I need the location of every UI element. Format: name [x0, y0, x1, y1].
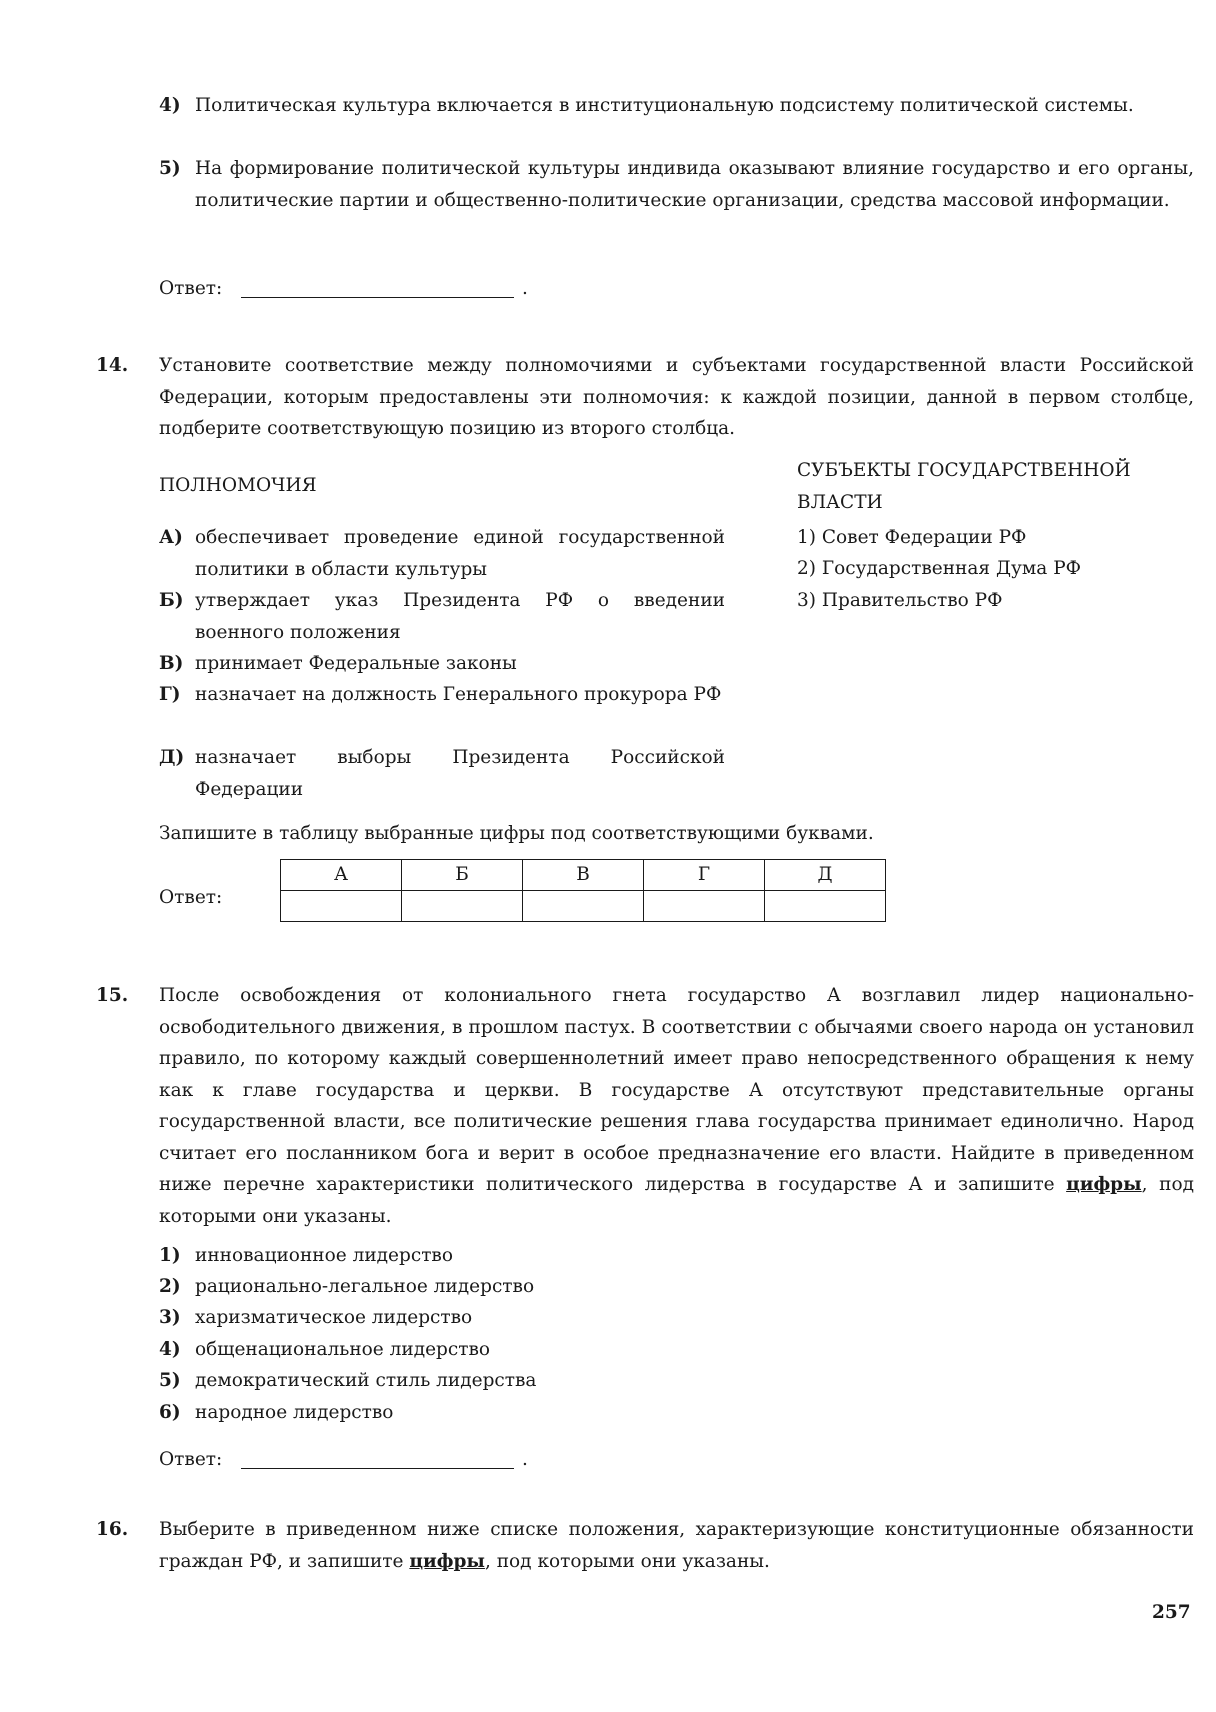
task14-right-header: СУБЪЕКТЫ ГОСУДАРСТВЕННОЙ ВЛАСТИ: [797, 460, 1131, 513]
item-text: назначает выборы Президента Российской Федерации: [195, 747, 725, 800]
answer-cell-b[interactable]: [402, 891, 523, 922]
item-number: 4): [159, 1339, 181, 1360]
answer-cell-v[interactable]: [523, 891, 644, 922]
task14-number: 14.: [96, 355, 129, 376]
task16-emphasis: цифры: [409, 1550, 485, 1572]
task14-right-item-3: 3) Правительство РФ: [797, 590, 1003, 611]
item-text: харизматическое лидерство: [195, 1307, 473, 1328]
table-header-cell: Г: [644, 860, 765, 891]
item-text: Политическая культура включается в институциональную подсистему политической системы.: [195, 95, 1134, 116]
item-number: 6): [159, 1402, 181, 1423]
table-header-cell: Д: [765, 860, 886, 891]
task14-text: Установите соответствие между полномочиями и субъектами государственной власти Российской Федерации, которым предоставлены эти полномочия: к каждой позиции, данной в первом столбце, подберите соответствующую позицию из второго столбца.: [159, 355, 1194, 439]
item-number: 5): [159, 1370, 181, 1391]
item-number: 4): [159, 95, 181, 116]
task15-number: 15.: [96, 985, 129, 1006]
task15-answer-line[interactable]: [241, 1468, 514, 1469]
item-text: рационально-легальное лидерство: [195, 1276, 535, 1297]
task16-number: 16.: [96, 1519, 129, 1540]
answer-cell-d[interactable]: [765, 891, 886, 922]
item-text: обеспечивает проведение единой государственной политики в области культуры: [195, 527, 725, 580]
task15-emphasis: цифры: [1066, 1174, 1142, 1195]
item-text: На формирование политической культуры индивида оказывают влияние государство и его органы, политические партии и общественно-политические организации, средства массовой информации.: [195, 158, 1194, 211]
task13-answer-dot: .: [522, 278, 528, 299]
item-number: 5): [159, 158, 181, 179]
item-letter: А): [159, 527, 183, 548]
item-text: общенациональное лидерство: [195, 1339, 491, 1360]
item-letter: Б): [159, 590, 184, 611]
page-number: 257: [1152, 1602, 1191, 1623]
task14-right-item-2: 2) Государственная Дума РФ: [797, 558, 1081, 579]
table-header-cell: Б: [402, 860, 523, 891]
answer-cell-g[interactable]: [644, 891, 765, 922]
task13-answer-line[interactable]: [241, 297, 514, 298]
table-answer-row: [281, 891, 886, 922]
item-letter: Д): [159, 747, 185, 768]
task13-answer-label: Ответ:: [159, 278, 223, 299]
item-number: 2): [159, 1276, 181, 1297]
item-text: народное лидерство: [195, 1402, 394, 1423]
table-header-row: [281, 860, 886, 891]
task15-text-main: После освобождения от колониального гнета государство А возглавил лидер национально-освободительного движения, в прошлом пастух. В соответствии с обычаями своего народа он установил правило, по которому каждый совершеннолетний имеет право непосредственного обращения к нему как к главе государства и церкви. В государстве А отсутствуют представительные органы государственной власти, все политические решения глава государства принимает единолично. Народ считает его посланником бога и верит в особое предназначение его власти. Найдите в приведенном ниже перечне характеристики политического лидерства в государстве А и запишите: [159, 985, 1194, 1195]
item-text: демократический стиль лидерства: [195, 1370, 537, 1391]
item-text: принимает Федеральные законы: [195, 653, 517, 674]
task16-text-main: Выберите в приведенном ниже списке положения, характеризующие конституционные обязанности граждан РФ, и запишите: [159, 1519, 1194, 1572]
item-letter: В): [159, 653, 184, 674]
item-text: назначает на должность Генерального прокурора РФ: [195, 684, 722, 705]
task14-right-item-1: 1) Совет Федерации РФ: [797, 527, 1027, 548]
task14-answer-label: Ответ:: [159, 887, 223, 908]
item-text: инновационное лидерство: [195, 1245, 453, 1266]
task15-answer-label: Ответ:: [159, 1449, 223, 1470]
item-number: 1): [159, 1245, 181, 1266]
task15-answer-dot: .: [522, 1449, 528, 1470]
task14-instruction: Запишите в таблицу выбранные цифры под соответствующими буквами.: [159, 823, 874, 844]
task15-text: [159, 980, 1194, 1232]
task15-text-end: , под которыми они указаны.: [159, 1174, 1194, 1227]
item-text: утверждает указ Президента РФ о введении военного положения: [195, 590, 725, 643]
task16-text-end: , под которыми они указаны.: [484, 1550, 770, 1572]
task16-text: [159, 1514, 1194, 1577]
table-header-cell: А: [281, 860, 402, 891]
task14-answer-table: [280, 859, 886, 922]
item-letter: Г): [159, 684, 181, 705]
task14-left-header: ПОЛНОМОЧИЯ: [159, 475, 317, 496]
answer-cell-a[interactable]: [281, 891, 402, 922]
item-number: 3): [159, 1307, 181, 1328]
table-header-cell: В: [523, 860, 644, 891]
